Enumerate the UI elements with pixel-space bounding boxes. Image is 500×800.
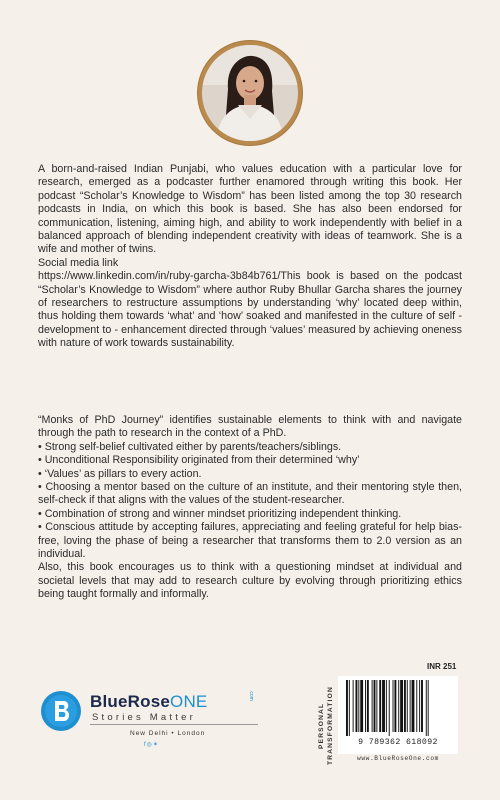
blurb-bullet: • Strong self-belief cultivated either by parents/teachers/siblings. bbox=[38, 440, 342, 453]
barcode-bar bbox=[367, 680, 369, 732]
linkedin-and-book-summary: https://www.linkedin.com/in/ruby-garcha-3b84b761/This book is based on the podcast “Scholar’s Knowledge to Wisdom” where author Ruby Bhullar Garcha shares the journey of researchers to restructure assumptions by understanding ‘why’ located deep within, thus holding them towards ‘what’ and ‘how’ soaked and manifested in the culture of self - development to - enhancement directed through ‘values’ measured by achieving oneness with nature of work towards sustainability. bbox=[38, 270, 462, 350]
social-media-label: Social media link bbox=[38, 256, 119, 269]
book-blurb bbox=[38, 414, 462, 602]
category-line: TRANSFORMATION bbox=[327, 686, 334, 765]
author-photo bbox=[198, 41, 302, 145]
barcode-bar bbox=[416, 680, 417, 732]
publisher-divider bbox=[90, 724, 258, 725]
blurb-bullet: • Combination of strong and winner mindset prioritizing independent thinking. bbox=[38, 507, 402, 520]
bio-paragraph: A born-and-raised Indian Punjabi, who values education with a particular love for research, emerged as a podcaster further enamored through writing this book. Her podcast “Scholar’s Knowledge to Wisdom” has been listed among the top 30 research podcasts in India, on which this book is based. She has also been endorsed for communication, listening, aiming high, and ability to work independently with belief in a balanced approach of blending independent creativity with ideas of teamwork. She is a wife and mother of twins. bbox=[38, 163, 462, 256]
publisher-name-one: ONE bbox=[170, 692, 208, 711]
publisher-cities: New Delhi • London bbox=[130, 730, 206, 737]
blurb-intro: “Monks of PhD Journey” identifies sustainable elements to think with and navigate through the path to research in the context of a PhD. bbox=[38, 414, 462, 440]
blurb-closing: Also, this book encourages us to think with a questioning mindset at individual and societal levels that may add to research culture by evolving through prioritizing ethics being taught formally and informally. bbox=[38, 561, 462, 601]
author-bio bbox=[38, 163, 462, 351]
barcode-bar bbox=[410, 680, 411, 732]
book-category bbox=[317, 678, 335, 773]
barcode-bar bbox=[365, 680, 366, 732]
barcode-bar bbox=[372, 680, 373, 732]
barcode-bar bbox=[389, 680, 390, 736]
barcode-bar bbox=[356, 680, 358, 732]
barcode-bar bbox=[358, 680, 359, 732]
category-line: PERSONAL bbox=[318, 702, 325, 749]
barcode-bar bbox=[404, 680, 406, 732]
publisher-logo bbox=[40, 688, 300, 758]
barcode-bar bbox=[353, 680, 354, 732]
barcode-bar bbox=[374, 680, 376, 732]
blurb-bullet: • Unconditional Responsibility originated from their determined ‘why’ bbox=[38, 454, 360, 467]
blurb-bullet: • Conscious attitude by accepting failures, appreciating and feeling grateful for help bias-free, loving the phase of being a researcher that transforms them to 2.0 version as an individual. bbox=[38, 521, 462, 561]
barcode-bar bbox=[382, 680, 385, 732]
barcode-bar bbox=[412, 680, 415, 732]
barcode-bar bbox=[407, 680, 408, 732]
author-portrait-image bbox=[202, 45, 298, 141]
isbn-number: 9 789362 618092 bbox=[358, 738, 438, 747]
barcode-bar bbox=[421, 680, 423, 732]
publisher-website: www.BlueRoseOne.com bbox=[357, 755, 439, 762]
barcode-bar bbox=[360, 680, 363, 732]
barcode-bar bbox=[346, 680, 348, 736]
barcode-bar bbox=[376, 680, 377, 732]
publisher-name-main: BlueRose bbox=[90, 692, 171, 711]
barcode-bar bbox=[419, 680, 420, 732]
barcode-bar bbox=[386, 680, 387, 732]
publisher-name bbox=[90, 692, 207, 712]
barcode-bar bbox=[349, 680, 350, 736]
barcode-bar bbox=[394, 680, 396, 732]
barcode-bar bbox=[400, 680, 403, 732]
barcode-bar bbox=[426, 680, 427, 736]
blurb-bullet: • ‘Values’ as pillars to every action. bbox=[38, 467, 202, 480]
price-label: INR 251 bbox=[427, 662, 457, 671]
bluerose-b-icon bbox=[40, 690, 82, 732]
barcode-bar bbox=[398, 680, 399, 732]
publisher-domain-suffix: .com bbox=[248, 690, 254, 701]
social-icons: f◎✶ bbox=[144, 742, 159, 748]
blurb-bullet: • Choosing a mentor based on the culture of an institute, and their mentoring style then, self-check if that aligns with the values of the student-researcher. bbox=[38, 481, 462, 507]
barcode-bar bbox=[379, 680, 381, 732]
barcode-bar bbox=[393, 680, 394, 732]
barcode-image bbox=[344, 680, 452, 736]
publisher-tagline: Stories Matter bbox=[92, 712, 196, 723]
barcode-bar bbox=[428, 680, 429, 736]
